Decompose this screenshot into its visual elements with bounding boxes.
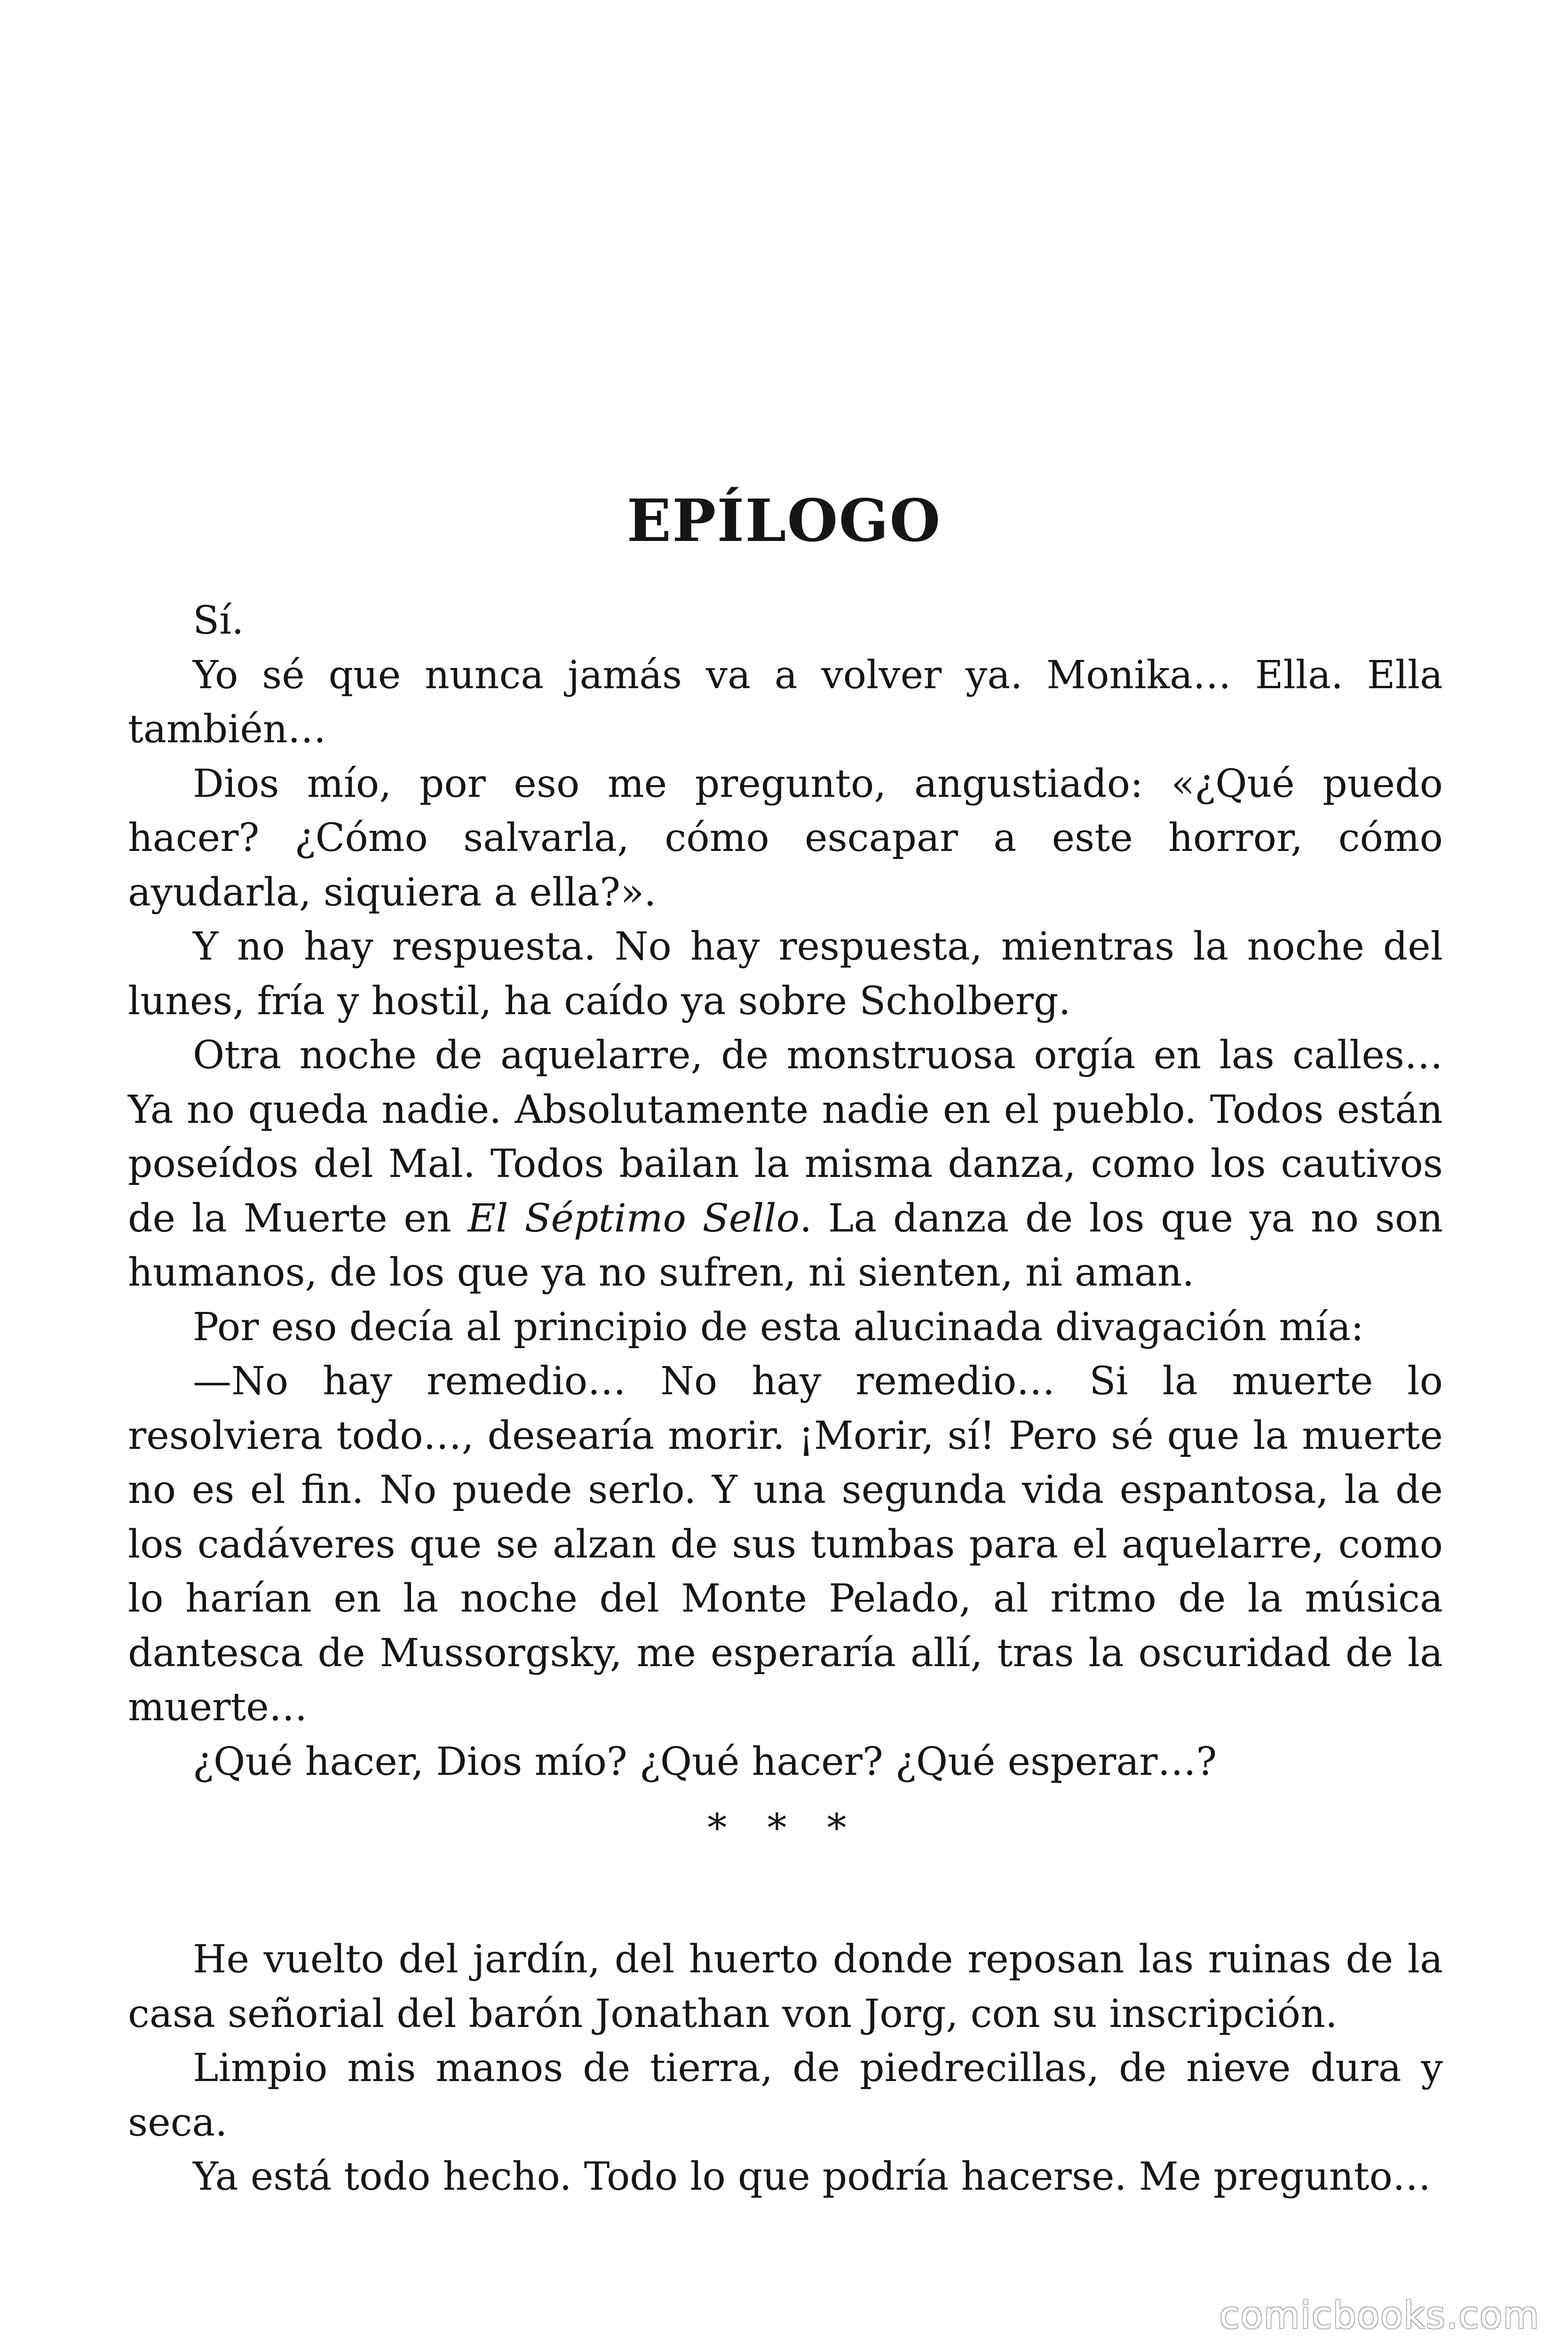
paragraph: Por eso decía al principio de esta alucinada divagación mía: — [193, 1304, 1364, 1350]
section-separator: * * * — [707, 1806, 861, 1851]
text-block-2 — [128, 1932, 1443, 2204]
paragraph: Y no hay respuesta. No hay respuesta, mientras la noche del lunes, fría y hostil, ha caído ya sobre Scholberg. — [128, 924, 1443, 1024]
watermark: comicbooks.com — [1219, 2295, 1540, 2337]
paragraph-text: . La danza de los que ya no son humanos, de los que ya no sufren, ni sienten, ni aman. — [128, 1196, 1443, 1295]
paragraph — [128, 1028, 1443, 1300]
paragraph-text: Otra noche de aquelarre, de monstruosa orgía en las calles… Ya no queda nadie. Absolutamente nadie en el pueblo. Todos están poseídos del Mal. Todos bailan la misma danza, como los cautivos de la Muerte en — [128, 1033, 1443, 1241]
text-block-1 — [128, 594, 1443, 1789]
paragraph: Sí. — [193, 598, 244, 643]
chapter-title: EPÍLOGO — [626, 487, 942, 556]
paragraph: ¿Qué hacer, Dios mío? ¿Qué hacer? ¿Qué esperar…? — [193, 1739, 1217, 1784]
film-title: El Séptimo Sello — [467, 1196, 800, 1241]
paragraph: —No hay remedio… No hay remedio… Si la muerte lo resolviera todo…, desearía morir. ¡Morir, sí! Pero sé que la muerte no es el fin. No puede serlo. Y una segunda vida espantosa, la de los cadáveres que se alzan de sus tumbas para el aquelarre, como lo harían en la noche del Monte Pelado, al ritmo de la música dantesca de Mussorgsky, me esperaría allí, tras la oscuridad de la muerte… — [128, 1359, 1443, 1730]
paragraph: Limpio mis manos de tierra, de piedrecillas, de nieve dura y seca. — [128, 2046, 1443, 2145]
paragraph: Dios mío, por eso me pregunto, angustiado: «¿Qué puedo hacer? ¿Cómo salvarla, cómo escapar a este horror, cómo ayudarla, siquiera a ella?». — [128, 761, 1443, 915]
paragraph: Ya está todo hecho. Todo lo que podría hacerse. Me pregunto… — [193, 2154, 1431, 2199]
paragraph: Yo sé que nunca jamás va a volver ya. Monika… Ella. Ella también… — [128, 652, 1443, 752]
paragraph: He vuelto del jardín, del huerto donde reposan las ruinas de la casa señorial del barón Jonathan von Jorg, con su inscripción. — [128, 1937, 1443, 2036]
